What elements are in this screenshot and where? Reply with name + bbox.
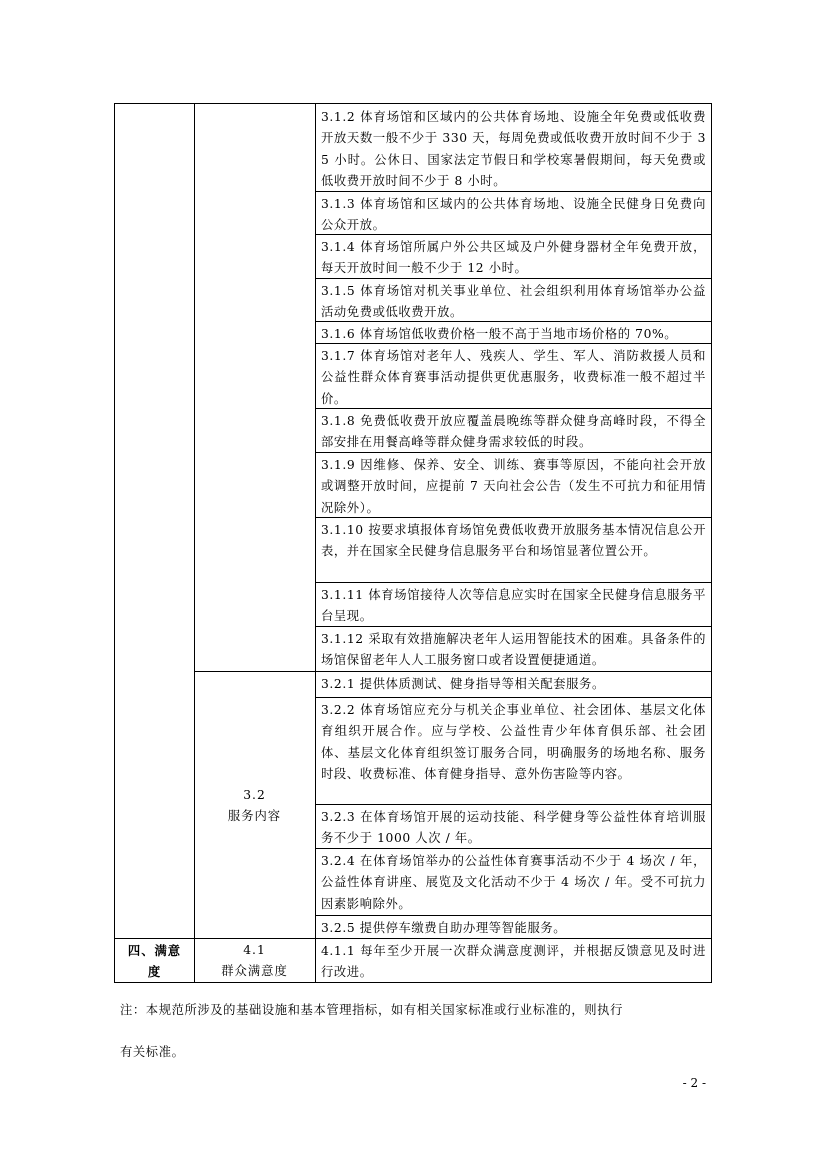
section-4-1-header xyxy=(194,940,315,982)
row-3-1-9: 3.1.9 因维修、保养、安全、训练、赛事等原因，不能向社会开放或调整开放时间，应提前 7 天向社会公告（发生不可抗力和征用情况除外）。 xyxy=(321,458,706,515)
row-3-2-3: 3.2.3 在体育场馆开展的运动技能、科学健身等公益性体育培训服务不少于 1000 人次 / 年。 xyxy=(321,810,706,846)
section-4-title xyxy=(115,940,194,982)
row-3-2-1: 3.2.1 提供体质测试、健身指导等相关配套服务。 xyxy=(321,677,605,691)
section-3-2-header xyxy=(194,785,315,827)
row-3-1-5: 3.1.5 体育场馆对机关事业单位、社会组织利用体育场馆举办公益活动免费或低收费开放。 xyxy=(321,284,706,320)
section-4-title-line1: 四、满意 xyxy=(127,943,182,958)
row-3-1-10: 3.1.10 按要求填报体育场馆免费低收费开放服务基本情况信息公开表，并在国家全民健身信息服务平台和场馆显著位置公开。 xyxy=(321,523,706,559)
row-3-1-8: 3.1.8 免费低收费开放应覆盖晨晚练等群众健身高峰时段，不得全部安排在用餐高峰等群众健身需求较低的时段。 xyxy=(321,414,706,450)
page-number: - 2 - xyxy=(682,1076,706,1090)
row-3-1-7: 3.1.7 体育场馆对老年人、残疾人、学生、军人、消防救援人员和公益性群众体育赛事活动提供更优惠服务，收费标准一般不超过半价。 xyxy=(321,349,706,406)
row-3-1-6: 3.1.6 体育场馆低收费价格一般不高于当地市场价格的 70%。 xyxy=(321,327,678,341)
note-line-1: 注：本规范所涉及的基础设施和基本管理指标，如有相关国家标准或行业标准的，则执行 xyxy=(120,1003,623,1017)
note-line-2: 有关标准。 xyxy=(120,1045,185,1059)
section-4-1-label: 群众满意度 xyxy=(221,964,288,978)
row-3-1-4: 3.1.4 体育场馆所属户外公共区域及户外健身器材全年免费开放，每天开放时间一般不少于 12 小时。 xyxy=(321,240,706,276)
row-3-2-5: 3.2.5 提供停车缴费自助办理等智能服务。 xyxy=(321,921,567,935)
row-3-1-2: 3.1.2 体育场馆和区域内的公共体育场地、设施全年免费或低收费开放天数一般不少于 330 天，每周免费或低收费开放时间不少于 35 小时。公休日、国家法定节假日和学校寒暑假期间，每天免费或低收费开放时间不少于 8 小时。 xyxy=(321,110,706,189)
section-3-2-number: 3.2 xyxy=(243,788,266,802)
row-3-1-3: 3.1.3 体育场馆和区域内的公共体育场地、设施全民健身日免费向公众开放。 xyxy=(321,197,706,233)
standards-table xyxy=(114,103,712,983)
column-divider-1 xyxy=(194,104,195,982)
section-4-1-number: 4.1 xyxy=(243,943,266,957)
row-3-2-4: 3.2.4 在体育场馆举办的公益性体育赛事活动不少于 4 场次 / 年，公益性体育讲座、展览及文化活动不少于 4 场次 / 年。受不可抗力因素影响除外。 xyxy=(321,854,706,911)
section-3-2-label: 服务内容 xyxy=(227,809,282,823)
row-3-1-11: 3.1.11 体育场馆接待人次等信息应实时在国家全民健身信息服务平台呈现。 xyxy=(321,588,706,624)
row-3-1-12: 3.1.12 采取有效措施解决老年人运用智能技术的困难。具备条件的场馆保留老年人人工服务窗口或者设置便捷通道。 xyxy=(321,632,706,668)
row-3-2-2: 3.2.2 体育场馆应充分与机关企事业单位、社会团体、基层文化体育组织开展合作。应与学校、公益性青少年体育俱乐部、社会团体、基层文化体育组织签订服务合同，明确服务的场地名称、服务时段、收费标准、体育健身指导、意外伤害险等内容。 xyxy=(321,703,706,782)
row-4-1-1: 4.1.1 每年至少开展一次群众满意度测评，并根据反馈意见及时进行改进。 xyxy=(321,944,706,980)
section-4-title-line2: 度 xyxy=(147,964,162,979)
